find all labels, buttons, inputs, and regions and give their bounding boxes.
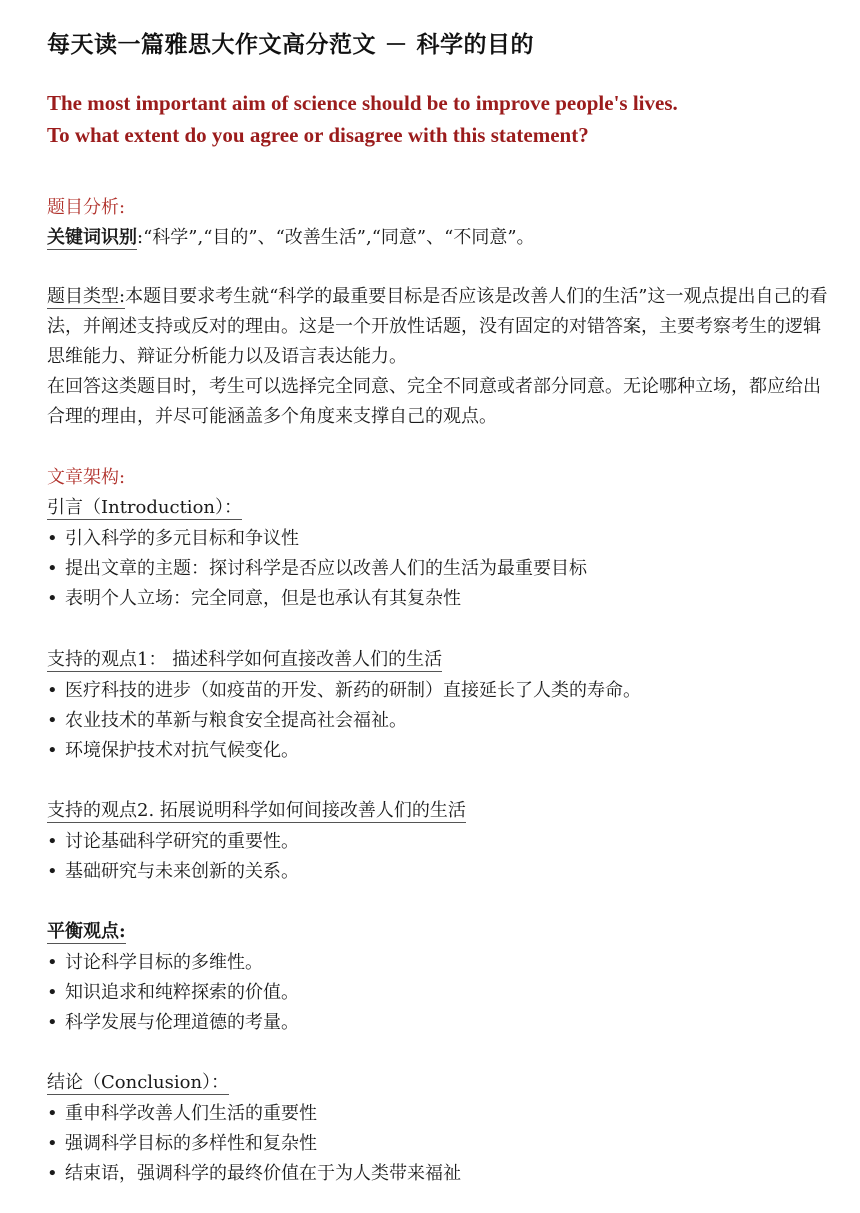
section-balance-title: 平衡观点: <box>47 921 126 942</box>
keywords-line <box>47 223 535 249</box>
section-support-2-title: 支持的观点2. 拓展说明科学如何间接改善人们的生活 <box>47 800 466 821</box>
keywords-label: 关键词识别 <box>47 227 137 248</box>
list-item: • 提出文章的主题：探讨科学是否应以改善人们的生活为最重要目标 <box>47 558 587 579</box>
list-item: • 讨论基础科学研究的重要性。 <box>47 831 299 852</box>
section-introduction-title: 引言（Introduction）： <box>47 497 242 518</box>
structure-heading: 文章架构: <box>47 467 126 488</box>
list-item: • 环境保护技术对抗气候变化。 <box>47 740 299 761</box>
analysis-heading: 题目分析: <box>47 197 126 218</box>
list-item: • 知识追求和纯粹探索的价值。 <box>47 982 299 1003</box>
essay-prompt-line-2: To what extent do you agree or disagree with this statement? <box>47 123 589 147</box>
list-item: • 引入科学的多元目标和争议性 <box>47 528 299 549</box>
list-item: • 结束语，强调科学的最终价值在于为人类带来福祉 <box>47 1163 461 1184</box>
question-type-label: 题目类型: <box>47 286 126 307</box>
keywords-text: :“科学”,“目的”、“改善生活”,“同意”、“不同意”。 <box>137 227 535 248</box>
list-item: • 基础研究与未来创新的关系。 <box>47 861 299 882</box>
list-item: • 科学发展与伦理道德的考量。 <box>47 1012 299 1033</box>
list-item: • 讨论科学目标的多维性。 <box>47 952 263 973</box>
list-item: • 农业技术的革新与粮食安全提高社会福祉。 <box>47 710 407 731</box>
question-type-text: 本题目要求考生就“科学的最重要目标是否应该是改善人们的生活”这一观点提出自己的看法，并阐述支持或反对的理由。这是一个开放性话题，没有固定的对错答案，主要考察考生的逻辑思维能力、辩证分析能力以及语言表达能力。 <box>47 286 828 367</box>
list-item: • 重申科学改善人们生活的重要性 <box>47 1103 317 1124</box>
question-type-paragraph-2: 在回答这类题目时，考生可以选择完全同意、完全不同意或者部分同意。无论哪种立场，都应给出合理的理由，并尽可能涵盖多个角度来支撑自己的观点。 <box>47 376 821 427</box>
section-conclusion-title: 结论（Conclusion）： <box>47 1072 230 1093</box>
list-item: • 医疗科技的进步（如疫苗的开发、新药的研制）直接延长了人类的寿命。 <box>47 680 641 701</box>
list-item: • 表明个人立场：完全同意，但是也承认有其复杂性 <box>47 588 461 609</box>
essay-prompt-line-1: The most important aim of science should be to improve people's lives. <box>47 91 678 115</box>
list-item: • 强调科学目标的多样性和复杂性 <box>47 1133 317 1154</box>
page-title: 每天读一篇雅思大作文高分范文 － 科学的目的 <box>47 32 535 58</box>
question-type-paragraph <box>47 282 837 372</box>
section-support-1-title: 支持的观点1： 描述科学如何直接改善人们的生活 <box>47 649 443 670</box>
